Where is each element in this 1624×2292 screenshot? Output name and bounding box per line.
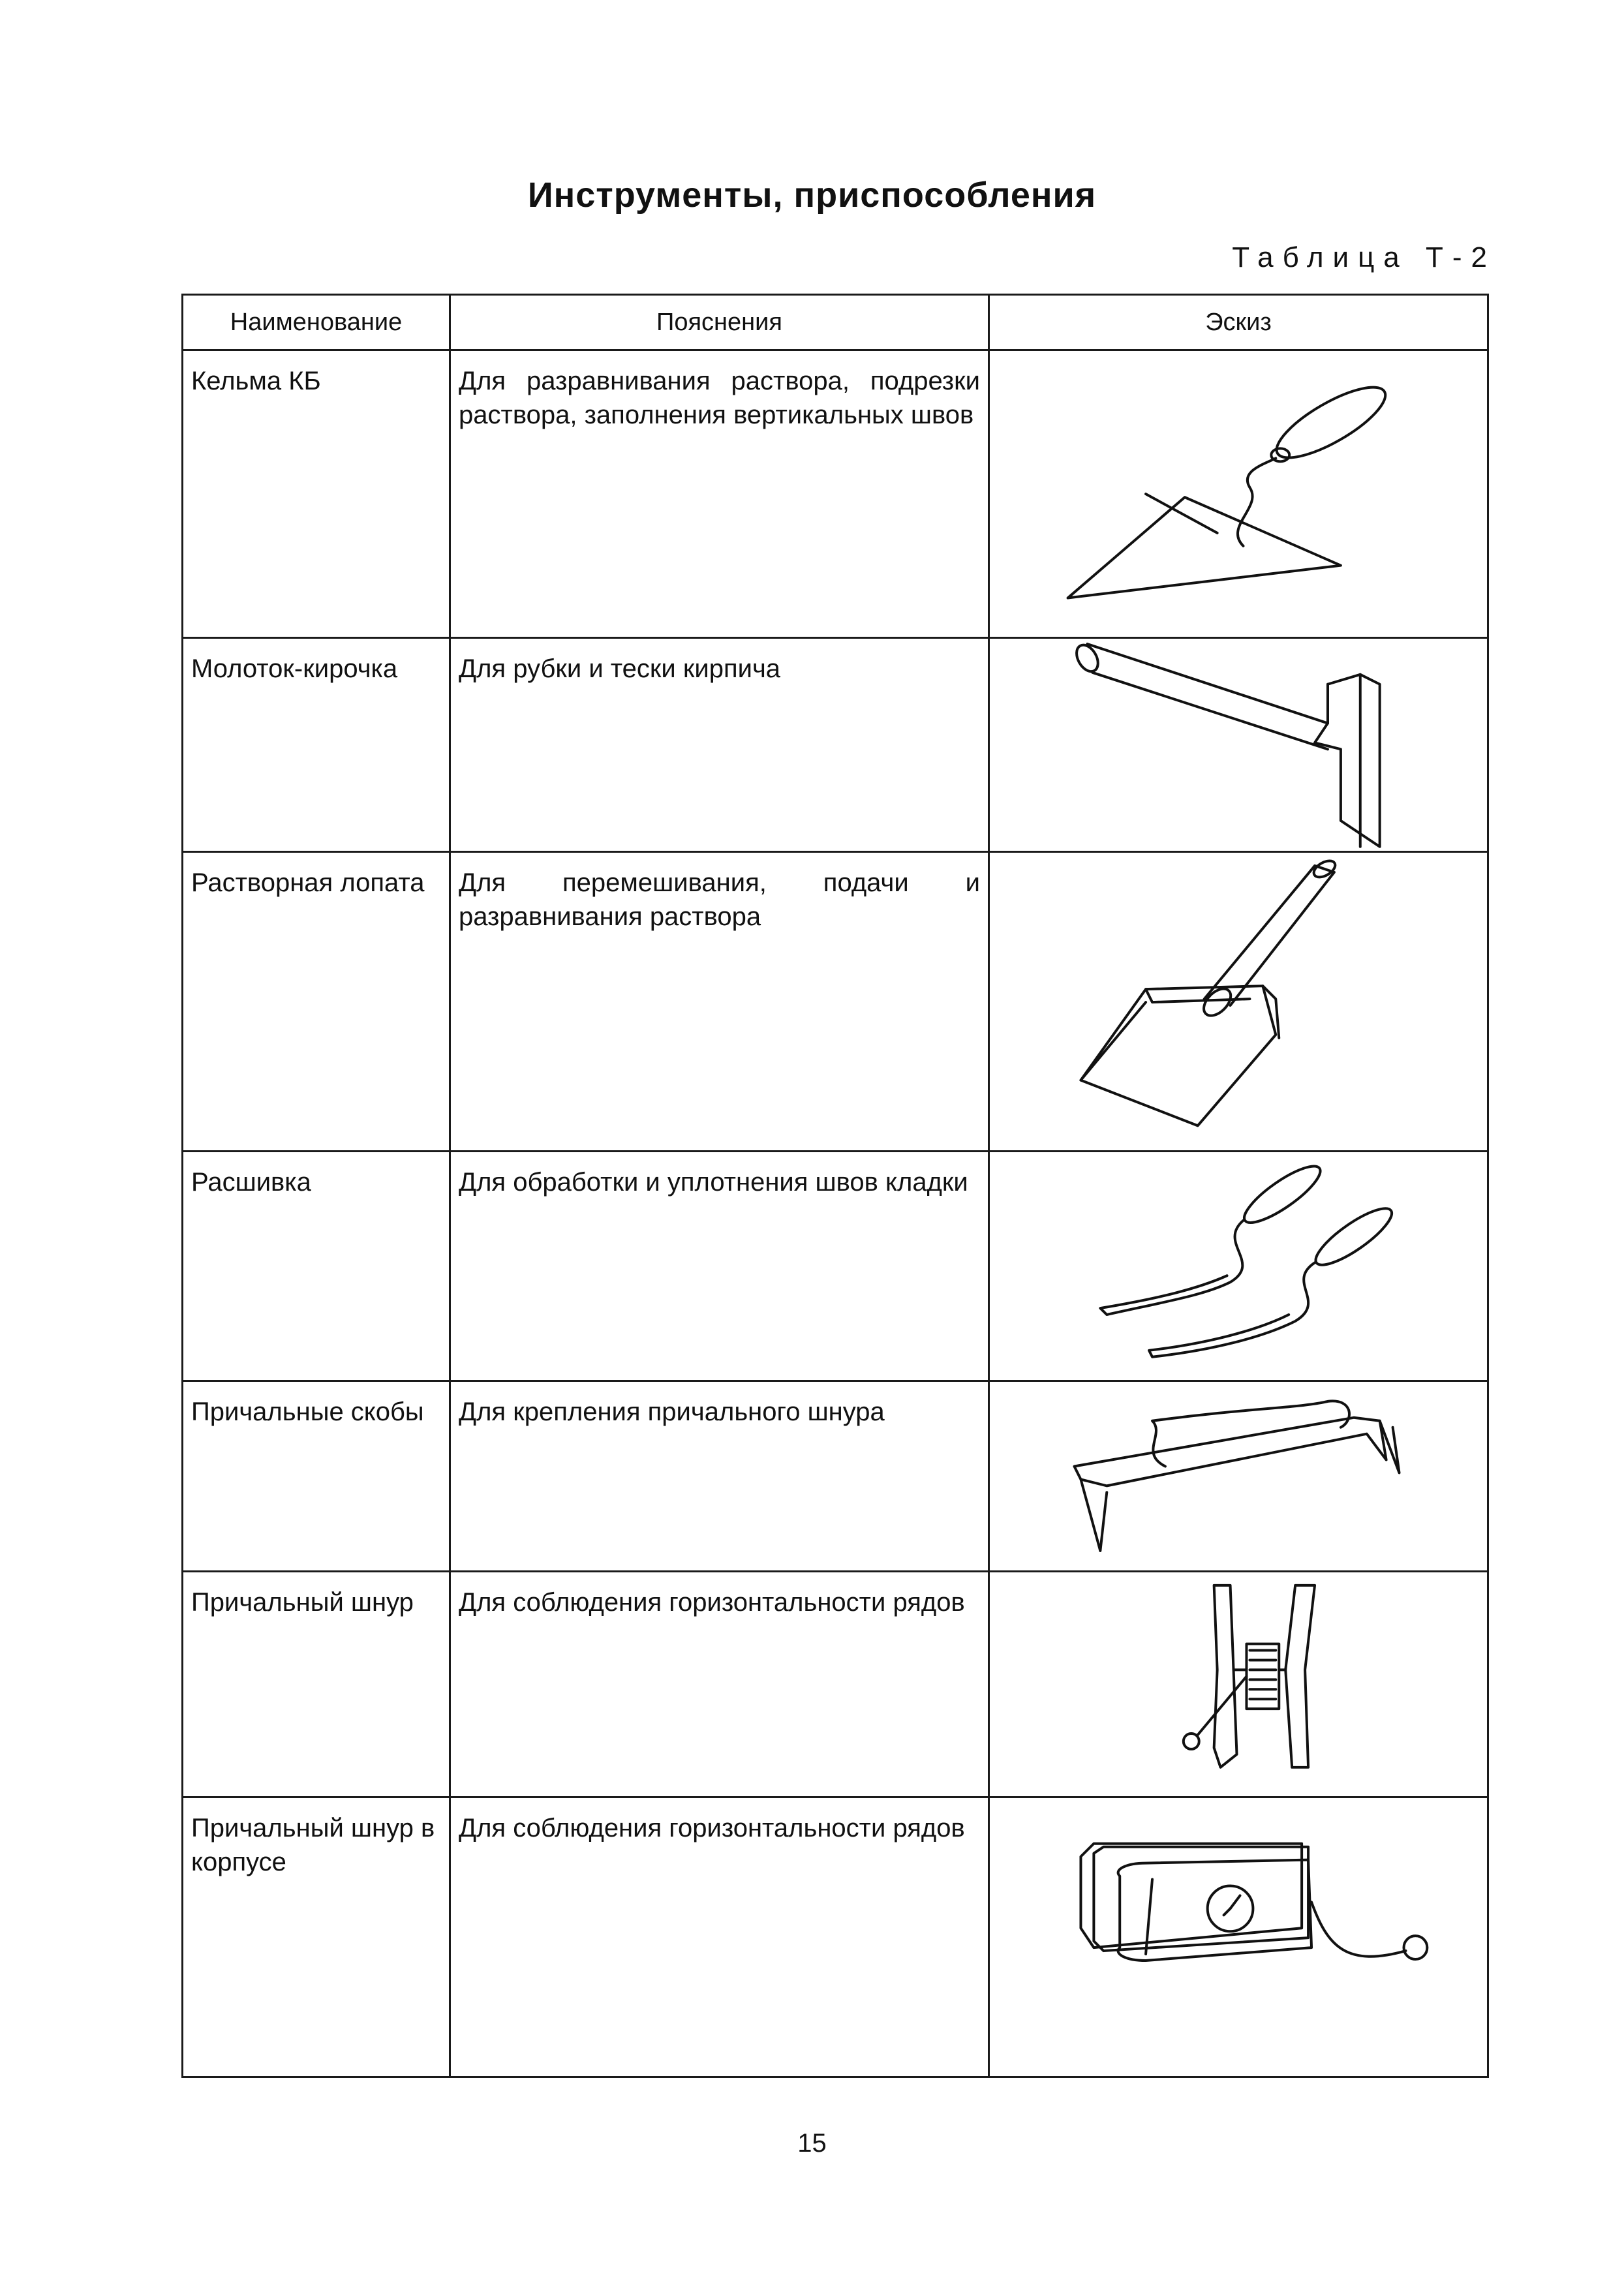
row-description: Для перемешивания, подачи и разравнивания раствора [450,851,989,1151]
row-name: Причальный шнур [183,1571,450,1797]
row-sketch [989,638,1488,852]
mortar-shovel-icon [990,853,1487,1150]
row-sketch [989,851,1488,1151]
row-sketch [989,1152,1488,1381]
table-row [183,638,1488,852]
table-label: Таблица Т-2 [1232,241,1496,273]
row-sketch [989,1381,1488,1571]
row-sketch [989,1571,1488,1797]
line-bracket-icon [990,1382,1487,1570]
row-description: Для крепления причального шнура [450,1381,989,1571]
row-description: Для соблюдения горизонтальности рядов [450,1797,989,2077]
header-name: Наименование [183,295,450,350]
line-case-icon [990,1798,1487,2075]
table-row [183,1797,1488,2077]
trowel-icon [990,351,1487,637]
row-name: Причальный шнур в корпусе [183,1797,450,2077]
table-row [183,851,1488,1151]
row-sketch [989,350,1488,638]
table-row [183,1571,1488,1797]
row-name: Причальные скобы [183,1381,450,1571]
page-title: Инструменты, приспособления [527,176,1097,215]
row-description: Для рубки и тески кирпича [450,638,989,852]
hammer-pick-icon [990,639,1487,851]
tools-table [181,294,1489,2078]
header-sketch: Эскиз [989,295,1488,350]
row-name: Молоток-кирочка [183,638,450,852]
row-sketch [989,1797,1488,2077]
row-description: Для соблюдения горизонтальности рядов [450,1571,989,1797]
row-name: Кельма КБ [183,350,450,638]
table-row [183,1152,1488,1381]
jointer-icon [990,1152,1487,1380]
row-name: Расшивка [183,1152,450,1381]
table-row [183,350,1488,638]
line-reel-icon [990,1572,1487,1797]
header-description: Пояснения [450,295,989,350]
row-description: Для обработки и уплотнения швов кладки [450,1152,989,1381]
page-number: 15 [797,2129,827,2158]
table-header-row [183,295,1488,350]
table-row [183,1381,1488,1571]
row-name: Растворная лопата [183,851,450,1151]
row-description: Для разравнивания раствора, подрезки раствора, заполнения вертикальных швов [450,350,989,638]
